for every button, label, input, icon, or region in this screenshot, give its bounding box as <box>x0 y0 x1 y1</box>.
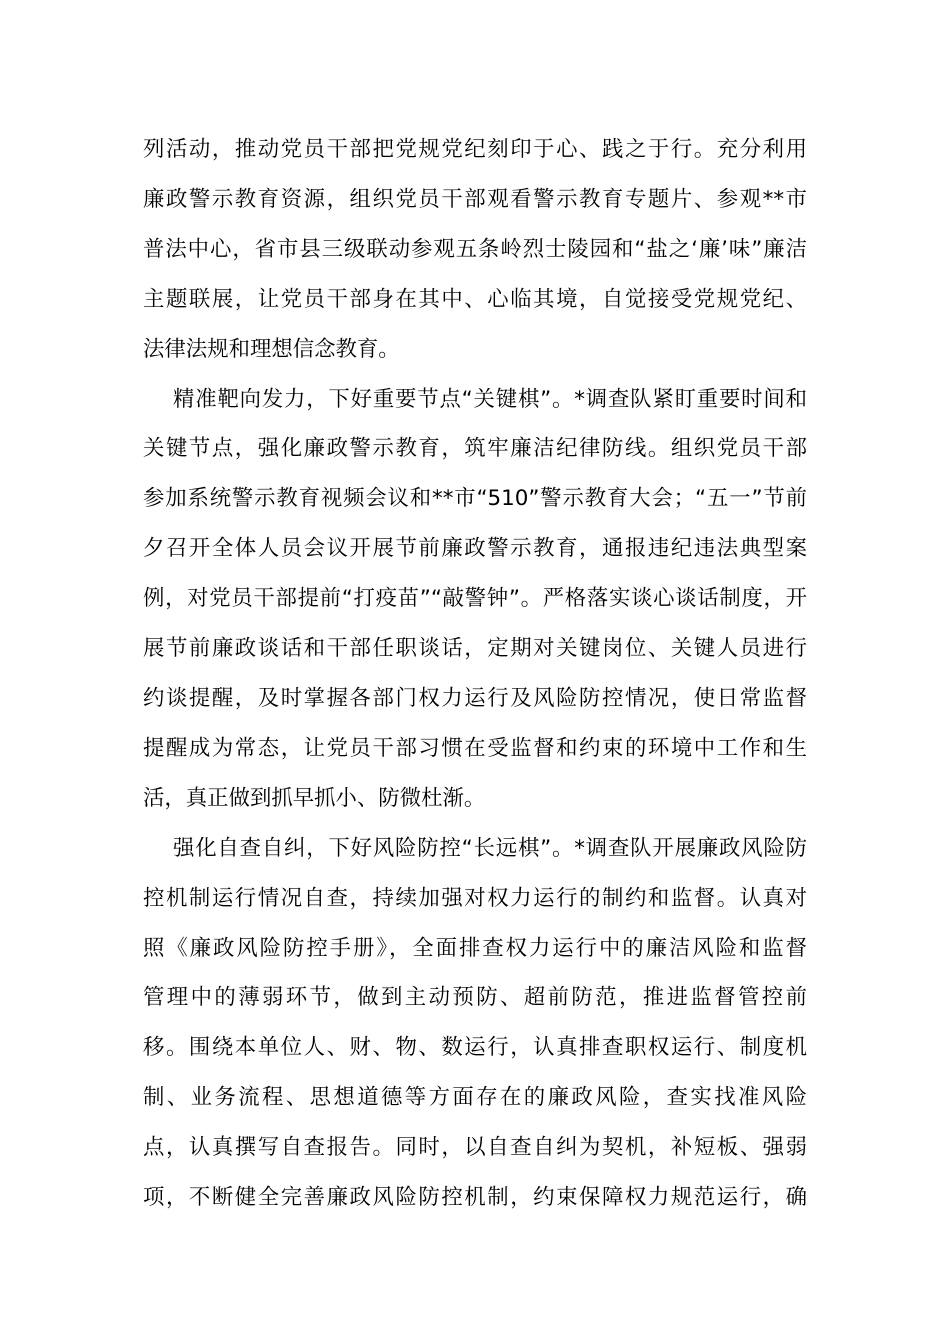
text-line: 管理中的薄弱环节，做到主动预防、超前防范，推进监督管控前 <box>143 985 807 1011</box>
text-line: 廉政警示教育资源，组织党员干部观看警示教育专题片、参观**市 <box>143 186 807 212</box>
text-line: 控机制运行情况自查，持续加强对权力运行的制约和监督。认真对 <box>143 885 807 911</box>
text-line: 例，对党员干部提前“打疫苗”“敲警钟”。严格落实谈心谈话制度，开 <box>143 586 807 612</box>
paragraph-3 <box>143 824 807 1223</box>
text-line: 主题联展，让党员干部身在其中、心临其境，自觉接受党规党纪、 <box>143 286 807 312</box>
text-line: 强化自查自纠，下好风险防控“长远棋”。*调查队开展廉政风险防 <box>173 835 807 861</box>
text-line: 照《廉政风险防控手册》，全面排查权力运行中的廉洁风险和监督 <box>143 935 807 961</box>
text-line: 普法中心，省市县三级联动参观五条岭烈士陵园和“盐之‘廉’味”廉洁 <box>143 236 807 262</box>
text-line: 提醒成为常态，让党员干部习惯在受监督和约束的环境中工作和生 <box>143 735 807 761</box>
text-line: 约谈提醒，及时掌握各部门权力运行及风险防控情况，使日常监督 <box>143 685 807 711</box>
text-line: 法律法规和理想信念教育。 <box>143 336 400 362</box>
document-body <box>143 125 807 1223</box>
text-line: 展节前廉政谈话和干部任职谈话，定期对关键岗位、关键人员进行 <box>143 636 807 662</box>
text-line: 列活动，推动党员干部把党规党纪刻印于心、践之于行。充分利用 <box>143 137 807 162</box>
text-line: 移。围绕本单位人、财、物、数运行，认真排查职权运行、制度机 <box>143 1035 807 1061</box>
text-line: 活，真正做到抓早抓小、防微杜渐。 <box>143 785 486 811</box>
paragraph-1 <box>143 125 807 375</box>
text-line: 关键节点，强化廉政警示教育，筑牢廉洁纪律防线。组织党员干部 <box>143 436 807 462</box>
text-line: 夕召开全体人员会议开展节前廉政警示教育，通报违纪违法典型案 <box>143 536 807 562</box>
text-line: 项，不断健全完善廉政风险防控机制，约束保障权力规范运行，确 <box>143 1185 807 1211</box>
text-line: 点，认真撰写自查报告。同时，以自查自纠为契机，补短板、强弱 <box>143 1135 807 1161</box>
text-line: 制、业务流程、思想道德等方面存在的廉政风险，查实找准风险 <box>143 1085 807 1111</box>
paragraph-2 <box>143 375 807 824</box>
text-line: 精准靶向发力，下好重要节点“关键棋”。*调查队紧盯重要时间和 <box>173 386 807 412</box>
text-line: 参加系统警示教育视频会议和**市“510”警示教育大会；“五一”节前 <box>143 486 807 512</box>
